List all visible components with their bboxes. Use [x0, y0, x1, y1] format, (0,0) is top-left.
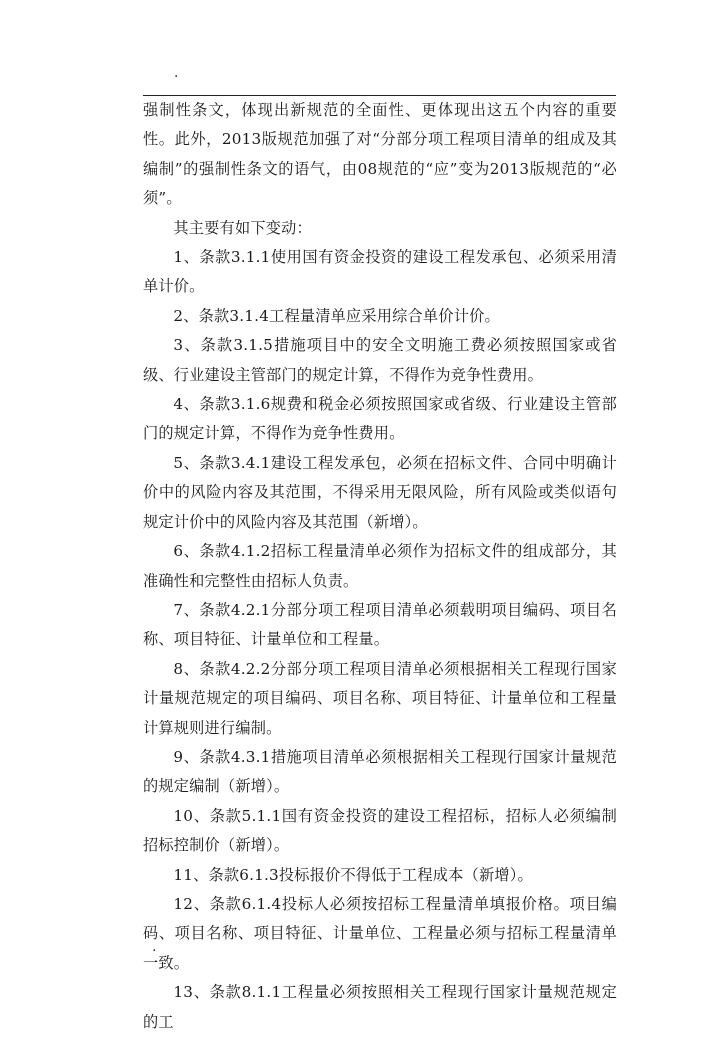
paragraph-continuation: 强制性条文，体现出新规范的全面性、更体现出这五个内容的重要性。此外，2013版规范加强了对“分部分项工程项目清单的组成及其编制”的强制性条文的语气，由08规范的“应”变为2013版规范的“必须”。	[143, 101, 617, 208]
footer-mark: .	[152, 939, 157, 955]
header-mark: .	[174, 65, 179, 81]
clause-item: 2、条款3.1.4工程量清单应采用综合单价计价。	[173, 306, 500, 325]
clause-item: 1、条款3.1.1使用国有资金投资的建设工程发承包、必须采用清单计价。	[143, 248, 617, 296]
clause-item: 8、条款4.2.2分部分项工程项目清单必须根据相关工程现行国家计量规范规定的项目编码、项目名称、项目特征、计量单位和工程量计算规则进行编制。	[143, 659, 617, 737]
clause-item: 7、条款4.2.1分部分项工程项目清单必须载明项目编码、项目名称、项目特征、计量单位和工程量。	[143, 600, 617, 649]
document-body	[143, 96, 617, 1037]
clause-item: 11、条款6.1.3投标报价不得低于工程成本（新增）。	[173, 865, 533, 884]
clause-item: 5、条款3.4.1建设工程发承包，必须在招标文件、合同中明确计价中的风险内容及其范围，不得采用无限风险，所有风险或类似语句规定计价中的风险内容及其范围（新增）。	[143, 453, 617, 531]
clause-item: 12、条款6.1.4投标人必须按招标工程量清单填报价格。项目编码、项目名称、项目特征、计量单位、工程量必须与招标工程量清单一致。	[143, 894, 617, 972]
clause-item: 13、条款8.1.1工程量必须按照相关工程现行国家计量规范规定的工	[143, 983, 617, 1031]
paragraph-intro: 其主要有如下变动：	[173, 218, 312, 237]
clause-item: 10、条款5.1.1国有资金投资的建设工程招标，招标人必须编制招标控制价（新增）。	[143, 806, 617, 855]
clause-item: 3、条款3.1.5措施项目中的安全文明施工费必须按照国家或省级、行业建设主管部门的规定计算，不得作为竞争性费用。	[143, 336, 617, 384]
clause-item: 4、条款3.1.6规费和税金必须按照国家或省级、行业建设主管部门的规定计算，不得作为竞争性费用。	[143, 395, 617, 443]
clause-item: 9、条款4.3.1措施项目清单必须根据相关工程现行国家计量规范的规定编制（新增）。	[143, 747, 617, 796]
clause-item: 6、条款4.1.2招标工程量清单必须作为招标文件的组成部分，其准确性和完整性由招标人负责。	[143, 542, 617, 590]
